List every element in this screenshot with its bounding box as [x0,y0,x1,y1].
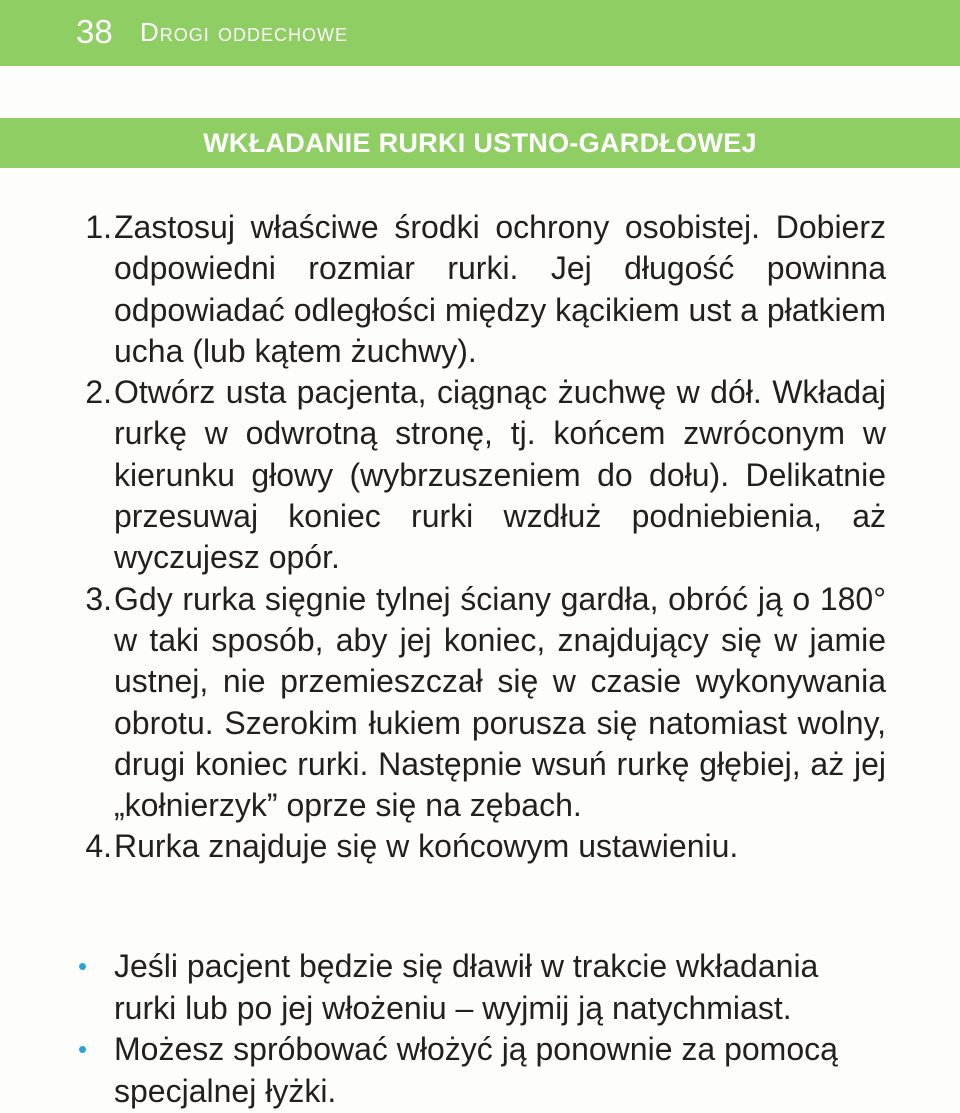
notes-list [78,946,886,1112]
step-number: 3. [85,580,112,617]
step-item [64,207,886,372]
step-text: Otwórz usta pacjenta, ciągnąc żuchwę w dół. Wkładaj rurkę w odwrotną stronę, tj. końcem zwróconym w kierunku głowy (wybrzuszeniem do dołu). Delikatnie przesuwaj koniec rurki wzdłuż podniebienia, aż wyczujesz opór. [114,374,886,576]
note-item [78,1029,886,1112]
step-item [64,826,886,867]
note-text: Możesz spróbować włożyć ją ponownie za pomocą specjalnej łyżki. [114,1031,838,1109]
note-item [78,946,886,1029]
bullet-icon: • [78,1034,88,1064]
step-text: Zastosuj właściwe środki ochrony osobistej. Dobierz odpowiedni rozmiar rurki. Jej długość powinna odpowiadać odległości między kącikiem ust a płatkiem ucha (lub kątem żuchwy). [114,209,886,369]
step-number: 4. [85,828,112,865]
chapter-title: Drogi oddechowe [140,17,349,47]
note-text: Jeśli pacjent będzie się dławił w trakcie wkładania rurki lub po jej włożeniu – wyjmij ją natychmiast. [114,948,819,1026]
steps-list [64,207,886,868]
step-number: 1. [85,209,112,245]
page-number: 38 [76,13,113,50]
step-text: Gdy rurka sięgnie tylnej ściany gardła, obróć ją o 180° w taki sposób, aby jej koniec, znajdujący się w jamie ustnej, nie przemieszczał się w czasie wykonywania obrotu. Szerokim łukiem porusza się natomiast wolny, drugi koniec rurki. Następnie wsuń rurkę głębiej, aż jej „kołnierzyk” oprze się na zębach. [114,580,886,824]
section-title: WKŁADANIE RURKI USTNO-GARDŁOWEJ [203,128,757,158]
step-text: Rurka znajduje się w końcowym ustawieniu. [114,828,739,865]
step-item [64,579,886,827]
bullet-icon: • [78,951,88,981]
step-item [64,372,886,578]
step-number: 2. [85,374,112,411]
